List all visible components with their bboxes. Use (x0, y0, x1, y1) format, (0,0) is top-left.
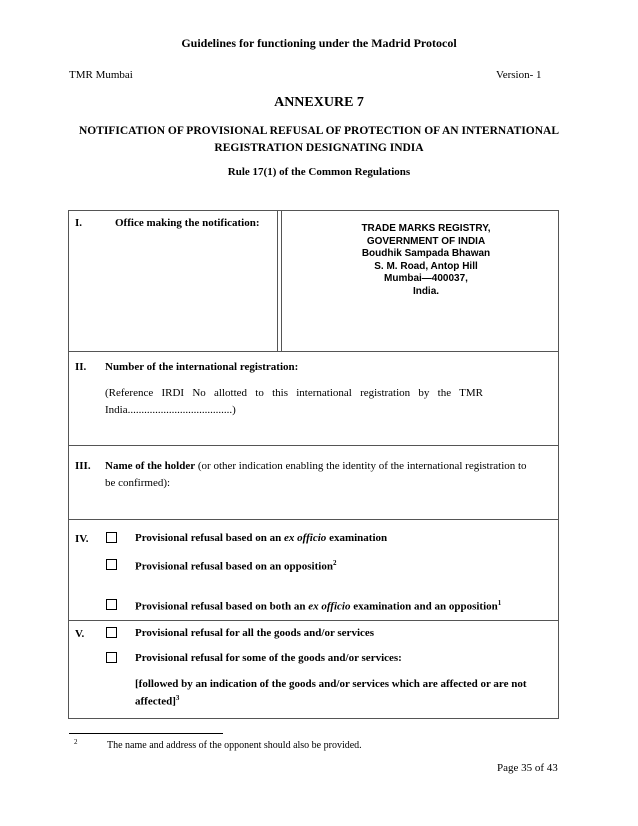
ex-officio-checkbox[interactable] (106, 532, 117, 543)
notification-heading-line1: NOTIFICATION OF PROVISIONAL REFUSAL OF PROTECTION OF AN INTERNATIONAL (78, 125, 560, 137)
address-line: S. M. Road, Antop Hill (374, 260, 478, 272)
footnote-ref: 1 (497, 599, 502, 607)
some-goods-checkbox[interactable] (106, 652, 117, 663)
column-divider (277, 211, 282, 351)
some-goods-option-label: Provisional refusal for some of the goods and/or services: (135, 652, 402, 664)
section-registration-number (68, 351, 559, 446)
version-label: Version- 1 (496, 69, 542, 81)
section-number: IV. (75, 533, 89, 545)
reference-note-line2: India......................................) (105, 404, 236, 416)
section-holder-name (68, 445, 559, 520)
notification-heading-line2: REGISTRATION DESIGNATING INDIA (214, 142, 424, 154)
all-goods-option-label: Provisional refusal for all the goods and/or services (135, 627, 375, 639)
holder-note: (or other indication enabling the identity of the international registration to (195, 460, 527, 472)
both-option-label: Provisional refusal based on both an ex officio examination and an opposition$^1$ (135, 599, 502, 613)
section-office (68, 210, 559, 352)
section-number: III. (75, 460, 91, 472)
all-goods-checkbox[interactable] (106, 627, 117, 638)
address-line: GOVERNMENT OF INDIA (366, 235, 486, 247)
holder-note-line1 (105, 458, 527, 475)
footnote-separator (69, 733, 223, 734)
office-name: TMR Mumbai (69, 69, 133, 81)
footnote-mark: 2 (74, 738, 78, 746)
opposition-option-label: Provisional refusal based on an opposition$^2$ (135, 559, 337, 573)
section-number: II. (75, 361, 87, 373)
footnote-text: The name and address of the opponent should also be provided. (107, 740, 362, 751)
footnote-ref: 2 (332, 559, 337, 567)
address-line: TRADE MARKS REGISTRY, (361, 223, 491, 234)
address-line: Mumbai—400037, (384, 273, 468, 284)
rule-subtitle: Rule 17(1) of the Common Regulations (227, 166, 411, 178)
follow-up-line2: affected]$^3$ (135, 694, 180, 708)
opposition-checkbox[interactable] (106, 559, 117, 570)
address-line: India. (412, 285, 440, 297)
section-label: Number of the international registration: (105, 361, 299, 373)
section-number: I. (75, 217, 83, 229)
document-header-title: Guidelines for functioning under the Madrid Protocol (181, 36, 457, 50)
section-label: Name of the holder (105, 460, 196, 472)
page-number: Page 35 of 43 (497, 762, 558, 774)
section-label: Office making the notification: (115, 217, 260, 229)
ex-officio-option-label: Provisional refusal based on an ex officio examination (135, 532, 388, 544)
annexure-title: ANNEXURE 7 (274, 95, 364, 110)
address-line: Boudhik Sampada Bhawan (361, 248, 491, 259)
section-number: V. (75, 628, 85, 640)
footnote-ref: 3 (175, 694, 180, 702)
section-refusal-basis (68, 519, 559, 621)
reference-note-line1: (Reference IRDI No allotted to this international registration by the TMR (105, 387, 483, 399)
follow-up-line1: [followed by an indication of the goods and/or services which are affected or are not (135, 678, 527, 690)
section-refusal-scope (68, 620, 559, 719)
notification-heading (66, 123, 572, 157)
both-checkbox[interactable] (106, 599, 117, 610)
office-address (311, 223, 541, 298)
holder-note-line2: be confirmed): (105, 477, 171, 489)
